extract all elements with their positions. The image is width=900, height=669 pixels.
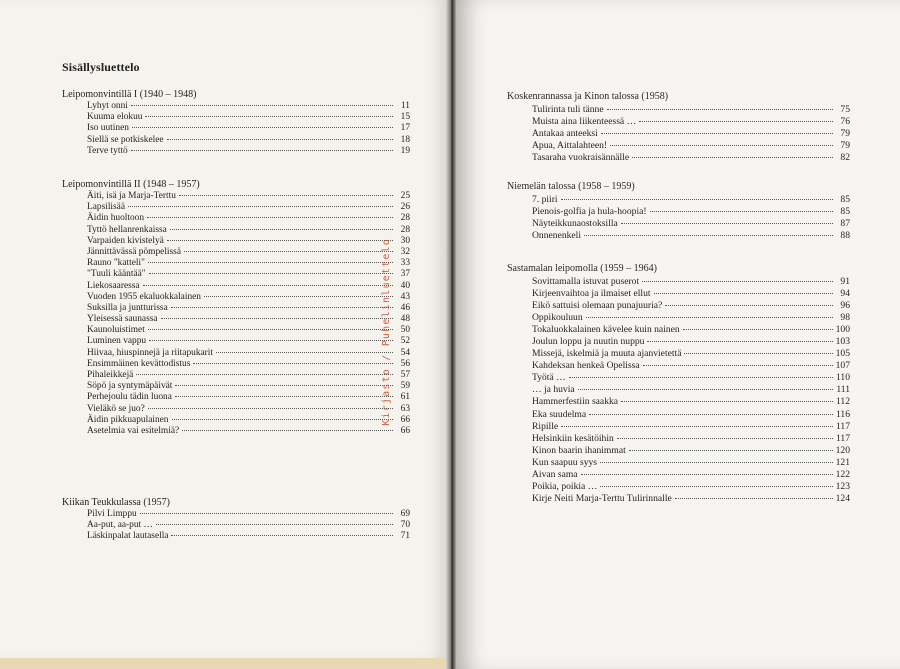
entry-page-number: 116: [835, 408, 850, 420]
dot-leader: [132, 127, 393, 128]
dot-leader: [161, 318, 393, 319]
entry-title: Suksilla ja juntturissa: [87, 302, 168, 313]
toc-entry: [507, 396, 850, 408]
entry-title: Onnenenkeli: [532, 230, 582, 242]
toc-entry: [62, 191, 410, 202]
entry-title: Oppikouluun: [532, 312, 583, 324]
dot-leader: [675, 498, 833, 499]
toc-entry: [62, 392, 410, 403]
toc-entry: [507, 312, 850, 324]
toc-entry: [507, 469, 850, 481]
toc-entry: [507, 152, 850, 164]
toc-entry: [507, 218, 850, 230]
dot-leader: [607, 109, 833, 110]
toc-section: [62, 496, 410, 543]
entry-page-number: 28: [400, 224, 410, 235]
dot-leader: [665, 305, 833, 306]
entry-title: … ja huvia: [532, 384, 575, 396]
entry-title: Pilvi Limppu: [87, 509, 137, 519]
entry-title: Aa-put, aa-put …: [87, 520, 153, 531]
dot-leader: [600, 486, 832, 487]
dot-leader: [621, 401, 833, 402]
dot-leader: [131, 150, 393, 151]
toc-entry: [507, 140, 850, 152]
entry-page-number: 40: [400, 280, 410, 291]
dot-leader: [171, 307, 393, 308]
entry-page-number: 56: [400, 358, 410, 369]
entry-page-number: 18: [400, 134, 410, 145]
entry-title: Tasaraha vuokraisännälle: [532, 152, 630, 164]
toc-entry: [507, 481, 850, 493]
entry-title: Apua, Aittalahteen!: [532, 140, 608, 152]
entry-title: Läskinpalat lautasella: [87, 531, 169, 542]
dot-leader: [149, 273, 393, 274]
dot-leader: [149, 340, 393, 341]
entry-page-number: 50: [400, 325, 410, 336]
toc-entry: [507, 336, 850, 348]
entry-title: "Tuuli kääntää": [87, 269, 146, 280]
dot-leader: [684, 353, 832, 354]
dot-leader: [561, 426, 833, 427]
toc-entry: [62, 404, 410, 415]
entry-title: Söpö ja syntymäpäivät: [87, 381, 173, 392]
entry-title: Varpaiden kivistelyä: [87, 235, 164, 246]
entry-title: Liekosaaressa: [87, 280, 140, 291]
toc-entry: [62, 370, 410, 381]
entry-page-number: 43: [400, 291, 410, 302]
dot-leader: [584, 235, 833, 236]
entry-page-number: 87: [840, 218, 850, 230]
toc-entry: [62, 336, 410, 347]
toc-entry: [507, 230, 850, 242]
toc-entry: [507, 276, 850, 288]
entry-title: Poikia, poikia …: [532, 480, 598, 492]
dot-leader: [642, 281, 833, 282]
dot-leader: [131, 105, 393, 106]
entry-title: Ripille: [532, 420, 559, 432]
entry-title: Vieläkö se juo?: [87, 403, 145, 414]
entry-page-number: 66: [400, 425, 410, 436]
dot-leader: [193, 363, 393, 364]
entry-page-number: 88: [840, 230, 850, 242]
toc-entry: [62, 236, 410, 247]
entry-title: Tulirinta tuli tänne: [532, 104, 604, 115]
entry-page-number: 79: [840, 128, 850, 140]
entry-page-number: 124: [835, 492, 850, 504]
entry-title: Terve tyttö: [87, 145, 128, 156]
toc-entry: [62, 101, 410, 112]
entry-title: Kinon baarin ihanimmat: [532, 444, 626, 456]
toc-section: [507, 90, 850, 164]
dot-leader: [610, 145, 833, 146]
entry-page-number: 76: [840, 116, 850, 128]
entry-page-number: 59: [400, 381, 410, 392]
book-edge: [0, 658, 455, 669]
entry-title: Vuoden 1955 ekaluokkalainen: [87, 291, 201, 302]
dot-leader: [156, 524, 393, 525]
toc-entry: [62, 426, 410, 437]
entry-page-number: 105: [835, 348, 850, 360]
entry-title: Sovittamalla istuvat puserot: [532, 276, 640, 287]
toc-entry: [62, 258, 410, 269]
entry-title: Eka suudelma: [532, 408, 587, 420]
entry-title: Aivan sama: [532, 468, 578, 480]
entry-title: Äidin pikkuapulainen: [87, 414, 169, 425]
toc-entry: [62, 509, 410, 520]
entry-title: Muista aina liikenteessä …: [532, 116, 637, 128]
entry-title: Kirje Neiti Marja-Terttu Tulirinnalle: [532, 492, 672, 504]
dot-leader: [600, 462, 833, 463]
entry-page-number: 48: [400, 314, 410, 325]
toc-entry: [507, 206, 850, 218]
dot-leader: [147, 217, 393, 218]
entry-title: Kaunoluistimet: [87, 325, 145, 336]
toc-entry: [507, 300, 850, 312]
toc-entry: [62, 348, 410, 359]
entry-title: Tyttö hellanrenkaissa: [87, 224, 167, 235]
dot-leader: [140, 513, 393, 514]
entry-page-number: 46: [400, 302, 410, 313]
toc-title: Sisällysluettelo: [62, 60, 140, 74]
toc-entry: [507, 128, 850, 140]
dot-leader: [643, 365, 833, 366]
entry-title: Pienois-golfia ja hula-hoopia!: [532, 206, 647, 218]
entry-title: Näyteikkunaostoksilla: [532, 218, 618, 230]
entry-title: Yleisessä saunassa: [87, 314, 158, 325]
entry-title: Helsinkiin kesätöihin: [532, 432, 614, 444]
toc-entry: [62, 202, 410, 213]
entry-page-number: 117: [835, 420, 850, 432]
dot-leader: [128, 206, 393, 207]
entry-page-number: 33: [400, 258, 410, 269]
entry-page-number: 110: [835, 372, 850, 384]
dot-leader: [136, 374, 393, 375]
entry-page-number: 69: [400, 509, 410, 519]
toc-entry: [62, 415, 410, 426]
toc-entry: [507, 445, 850, 457]
entry-title: Ensimmäinen kevättodistus: [87, 358, 191, 369]
library-stamp: Kirjasto / Puhelinluettelo: [381, 238, 392, 426]
entry-page-number: 25: [400, 191, 410, 201]
entry-page-number: 17: [400, 123, 410, 134]
toc-entry: [62, 213, 410, 224]
entry-title: Hammerfestiin saakka: [532, 396, 619, 408]
dot-leader: [184, 251, 393, 252]
toc-entry: [62, 303, 410, 314]
toc-entry: [62, 381, 410, 392]
entry-title: Työtä …: [532, 372, 566, 384]
entry-title: Jännittävässä pömpelissä: [87, 246, 181, 257]
entry-page-number: 66: [400, 414, 410, 425]
entry-page-number: 61: [400, 392, 410, 403]
dot-leader: [204, 296, 393, 297]
dot-leader: [578, 389, 833, 390]
dot-leader: [650, 211, 833, 212]
entry-page-number: 96: [840, 300, 850, 312]
dot-leader: [175, 396, 393, 397]
entry-title: Siellä se potkiskelee: [87, 134, 164, 145]
dot-leader: [586, 317, 833, 318]
entry-title: Hiivaa, hiuspinnejä ja riitapukarit: [87, 347, 214, 358]
toc-entry: [507, 372, 850, 384]
entry-page-number: 28: [400, 213, 410, 224]
entry-page-number: 91: [840, 276, 850, 287]
dot-leader: [589, 414, 833, 415]
entry-page-number: 82: [840, 152, 850, 164]
entry-page-number: 57: [400, 370, 410, 380]
entry-page-number: 52: [400, 336, 410, 347]
entry-title: Eikö sattuisi olemaan punajuuria?: [532, 300, 663, 312]
toc-entry: [507, 433, 850, 445]
entry-page-number: 85: [840, 194, 850, 205]
entry-title: Äiti, isä ja Marja-Terttu: [87, 191, 176, 201]
toc-entry: [507, 421, 850, 433]
entry-page-number: 122: [835, 468, 850, 480]
toc-entry: [507, 360, 850, 372]
entry-page-number: 15: [400, 112, 410, 123]
entry-page-number: 70: [400, 520, 410, 531]
dot-leader: [172, 419, 394, 420]
toc-section: [62, 178, 410, 437]
toc-entry: [507, 409, 850, 421]
section-heading: Kiikan Teukkulassa (1957): [62, 497, 170, 508]
toc-section: [507, 180, 850, 242]
entry-page-number: 11: [400, 101, 410, 111]
entry-title: Kirjeenvaihtoa ja ilmaiset ellut: [532, 288, 651, 300]
entry-title: Luminen vappu: [87, 336, 147, 347]
book-spine: [446, 0, 456, 669]
entry-title: Asetelmia vai esitelmiä?: [87, 425, 180, 436]
entry-page-number: 98: [840, 312, 850, 324]
dot-leader: [143, 285, 393, 286]
dot-leader: [561, 199, 833, 200]
toc-entry: [62, 531, 410, 542]
dot-leader: [683, 329, 833, 330]
dot-leader: [639, 121, 833, 122]
dot-leader: [175, 385, 393, 386]
toc-entry: [507, 116, 850, 128]
entry-title: Tokaluokkalainen kävelee kuin nainen: [532, 324, 680, 336]
toc-section: [62, 88, 410, 157]
toc-entry: [507, 348, 850, 360]
entry-title: Äidin huoltoon: [87, 213, 145, 224]
section-heading: Koskenrannassa ja Kinon talossa (1958): [507, 91, 669, 102]
entry-title: Iso uutinen: [87, 123, 129, 134]
toc-entry: [62, 359, 410, 370]
entry-page-number: 63: [400, 403, 410, 414]
dot-leader: [182, 430, 393, 431]
toc-entry: [507, 288, 850, 300]
toc-entry: [507, 493, 850, 505]
toc-entry: [62, 247, 410, 258]
entry-page-number: 121: [835, 456, 850, 468]
entry-page-number: 71: [400, 531, 410, 542]
entry-page-number: 111: [836, 384, 850, 396]
section-heading: Niemelän talossa (1958 – 1959): [507, 181, 635, 192]
entry-page-number: 85: [840, 206, 850, 218]
dot-leader: [145, 116, 393, 117]
section-heading: Leipomonvintillä I (1940 – 1948): [62, 89, 197, 100]
dot-leader: [617, 438, 833, 439]
entry-page-number: 54: [400, 347, 410, 358]
entry-page-number: 120: [835, 444, 850, 456]
entry-page-number: 75: [840, 104, 850, 115]
entry-page-number: 94: [840, 288, 850, 300]
toc-entry: [62, 146, 410, 157]
dot-leader: [632, 157, 833, 158]
dot-leader: [171, 535, 393, 536]
toc-entry: [62, 269, 410, 280]
entry-title: Lapsilisää: [87, 202, 126, 213]
entry-title: 7. piiri: [532, 194, 558, 205]
entry-title: Joulun loppu ja nuutin nuppu: [532, 336, 645, 348]
entry-title: Pihaleikkejä: [87, 370, 134, 380]
dot-leader: [569, 377, 833, 378]
dot-leader: [167, 240, 393, 241]
entry-title: Antakaa anteeksi: [532, 128, 598, 140]
entry-page-number: 107: [835, 360, 850, 372]
dot-leader: [148, 408, 393, 409]
dot-leader: [148, 262, 393, 263]
entry-page-number: 123: [835, 480, 850, 492]
section-heading: Sastamalan leipomolla (1959 – 1964): [507, 263, 657, 274]
section-heading: Leipomonvintillä II (1948 – 1957): [62, 179, 200, 190]
toc-entry: [507, 384, 850, 396]
entry-page-number: 19: [400, 145, 410, 156]
dot-leader: [601, 133, 833, 134]
entry-page-number: 37: [400, 269, 410, 280]
toc-entry: [62, 292, 410, 303]
entry-title: Perhejoulu tädin luona: [87, 392, 172, 403]
entry-page-number: 103: [835, 336, 850, 348]
entry-page-number: 30: [400, 235, 410, 246]
toc-entry: [507, 324, 850, 336]
entry-page-number: 32: [400, 246, 410, 257]
entry-title: Lyhyt onni: [87, 101, 128, 111]
entry-page-number: 100: [835, 324, 850, 336]
dot-leader: [621, 223, 833, 224]
entry-page-number: 117: [835, 432, 850, 444]
dot-leader: [170, 229, 393, 230]
dot-leader: [179, 195, 393, 196]
toc-section: [507, 262, 850, 505]
toc-entry: [62, 135, 410, 146]
dot-leader: [216, 352, 393, 353]
toc-entry: [507, 457, 850, 469]
entry-title: Rauno "katteli": [87, 258, 145, 269]
toc-entry: [62, 112, 410, 123]
toc-entry: [62, 281, 410, 292]
entry-title: Kun saapuu syys: [532, 456, 598, 468]
toc-entry: [62, 520, 410, 531]
entry-title: Kahdeksan henkeä Opelissa: [532, 360, 640, 372]
dot-leader: [148, 329, 393, 330]
toc-entry: [507, 104, 850, 116]
toc-entry: [62, 225, 410, 236]
dot-leader: [581, 474, 833, 475]
toc-entry: [62, 314, 410, 325]
toc-entry: [62, 325, 410, 336]
entry-page-number: 79: [840, 140, 850, 152]
dot-leader: [654, 293, 833, 294]
entry-title: Kuuma elokuu: [87, 112, 143, 123]
entry-title: Missejä, iskelmiä ja muuta ajanvietettä: [532, 348, 682, 360]
toc-entry: [507, 194, 850, 206]
entry-page-number: 26: [400, 202, 410, 213]
toc-entry: [62, 123, 410, 134]
dot-leader: [629, 450, 833, 451]
entry-page-number: 112: [835, 396, 850, 408]
dot-leader: [167, 139, 393, 140]
dot-leader: [647, 341, 832, 342]
